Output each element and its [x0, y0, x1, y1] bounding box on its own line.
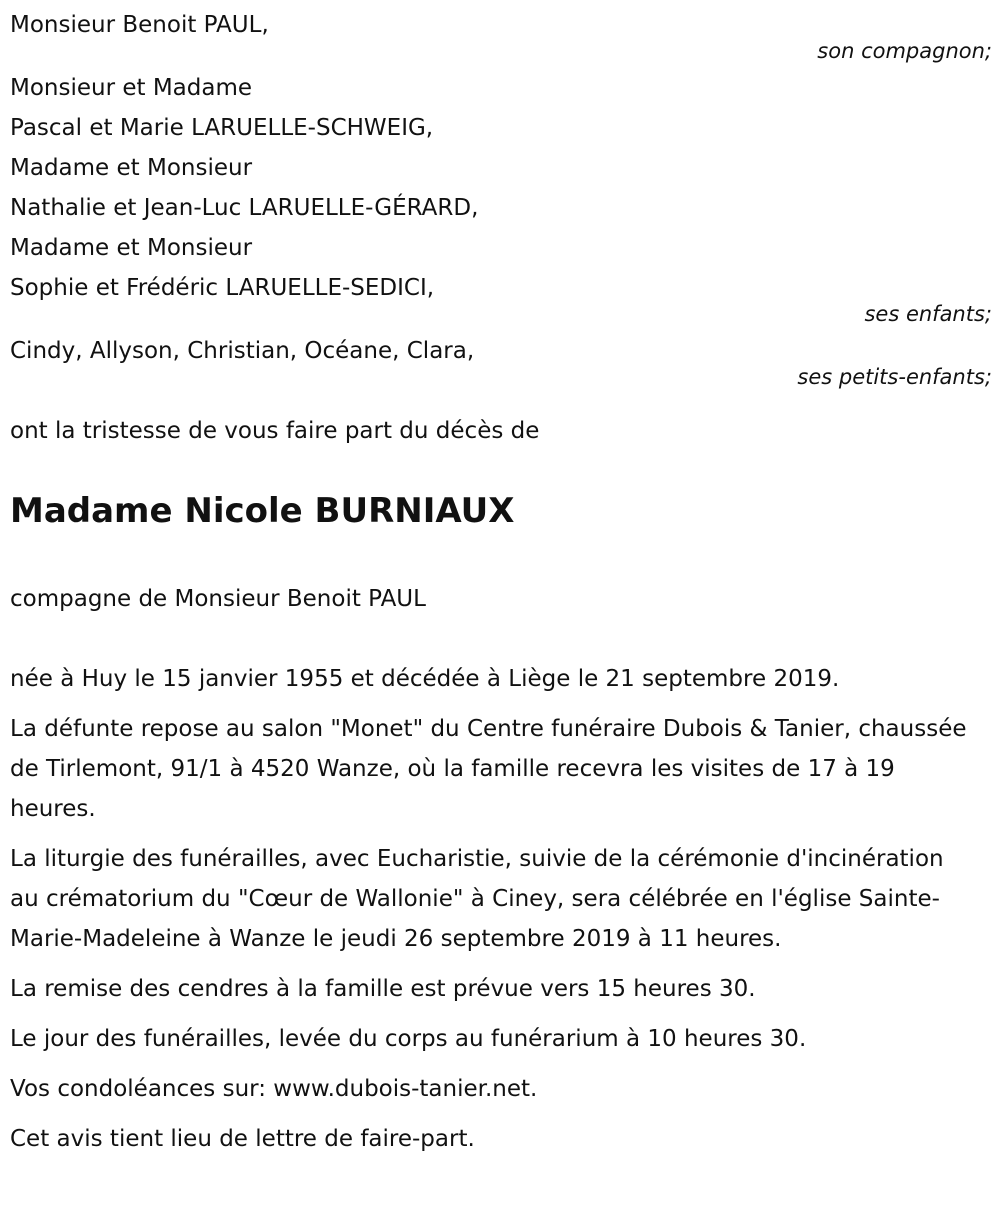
- role-label-children: ses enfants;: [864, 302, 992, 326]
- family-line: Monsieur Benoit PAUL,: [10, 12, 269, 38]
- intro-text: ont la tristesse de vous faire part du décès de: [10, 418, 540, 444]
- ashes-paragraph: La remise des cendres à la famille est prévue vers 15 heures 30.: [10, 976, 756, 1002]
- family-group-grandchildren: [10, 331, 992, 389]
- companion-line: compagne de Monsieur Benoit PAUL: [10, 586, 426, 612]
- family-line: Monsieur et Madame: [10, 75, 253, 101]
- role-label-grandchildren: ses petits-enfants;: [797, 365, 992, 389]
- family-group-companion: [10, 5, 992, 63]
- details-block: [10, 659, 970, 1159]
- family-group-children: [10, 68, 992, 326]
- deceased-name: Madame Nicole BURNIAUX: [10, 491, 515, 531]
- family-line: Cindy, Allyson, Christian, Océane, Clara,: [10, 338, 475, 364]
- condolences-paragraph: Vos condoléances sur: www.dubois-tanier.net.: [10, 1076, 538, 1102]
- family-line: Pascal et Marie LARUELLE-SCHWEIG,: [10, 115, 434, 141]
- role-label-companion: son compagnon;: [817, 39, 992, 63]
- funeral-day-paragraph: Le jour des funérailles, levée du corps au funérarium à 10 heures 30.: [10, 1026, 807, 1052]
- family-line: Madame et Monsieur: [10, 235, 253, 261]
- notice-paragraph: Cet avis tient lieu de lettre de faire-part.: [10, 1126, 475, 1152]
- family-line: Madame et Monsieur: [10, 155, 253, 181]
- ceremony-paragraph: La liturgie des funérailles, avec Eucharistie, suivie de la cérémonie d'incinération au crématorium du "Cœur de Wallonie" à Ciney, sera célébrée en l'église Sainte-Marie-Madeleine à Wanze le jeudi 26 septembre 2019 à 11 heures.: [10, 846, 944, 952]
- birth-death-paragraph: née à Huy le 15 janvier 1955 et décédée à Liège le 21 septembre 2019.: [10, 666, 840, 692]
- visitation-paragraph: La défunte repose au salon "Monet" du Centre funéraire Dubois & Tanier, chaussée de Tirlemont, 91/1 à 4520 Wanze, où la famille recevra les visites de 17 à 19 heures.: [10, 716, 967, 822]
- family-line: Nathalie et Jean-Luc LARUELLE-GÉRARD,: [10, 195, 479, 221]
- family-line: Sophie et Frédéric LARUELLE-SEDICI,: [10, 275, 435, 301]
